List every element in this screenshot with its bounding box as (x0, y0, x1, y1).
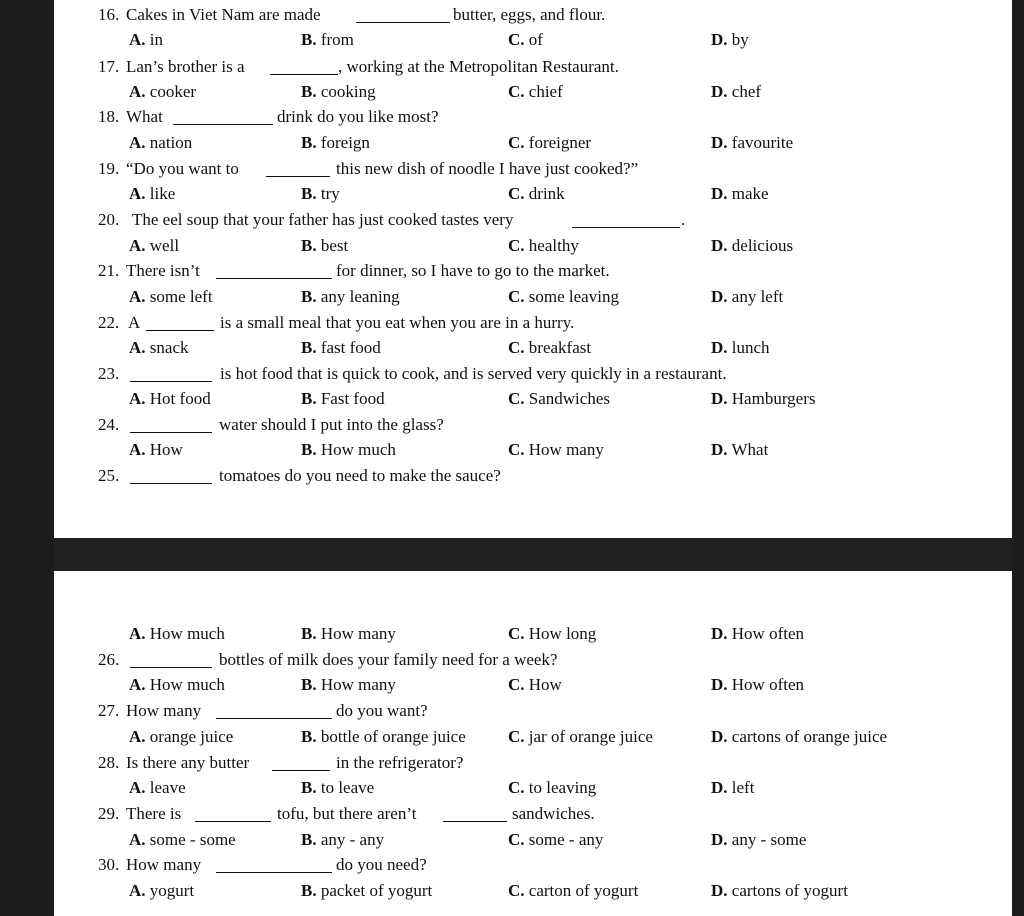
answer-blank[interactable] (130, 650, 212, 668)
question-18 (54, 105, 1012, 129)
option-a[interactable]: A. yogurt (129, 881, 195, 900)
options-29 (54, 828, 1012, 852)
question-text: The eel soup that your father has just cooked tastes very (132, 210, 514, 229)
option-d[interactable]: D. What (711, 440, 769, 459)
question-text: is hot food that is quick to cook, and is served very quickly in a restaurant. (220, 364, 727, 383)
options-20 (54, 234, 1012, 258)
option-a[interactable]: A. snack (129, 338, 189, 357)
option-b[interactable]: B. fast food (301, 338, 381, 357)
question-text: water should I put into the glass? (219, 415, 444, 434)
question-text: in the refrigerator? (336, 753, 464, 772)
answer-blank[interactable] (195, 804, 271, 822)
option-a[interactable]: A. Hot food (129, 389, 211, 408)
option-b[interactable]: B. How many (301, 624, 396, 643)
option-a[interactable]: A. nation (129, 133, 193, 152)
answer-blank[interactable] (266, 159, 330, 177)
question-text: is a small meal that you eat when you are in a hurry. (220, 313, 575, 332)
answer-blank[interactable] (216, 855, 332, 873)
question-text: bottles of milk does your family need for a week? (219, 650, 558, 669)
answer-blank[interactable] (173, 107, 273, 125)
option-b[interactable]: B. best (301, 236, 349, 255)
option-d[interactable]: D. lunch (711, 338, 770, 357)
question-text: for dinner, so I have to go to the market. (336, 261, 610, 280)
option-b[interactable]: B. How many (301, 675, 396, 694)
answer-blank[interactable] (130, 466, 212, 484)
options-17 (54, 80, 1012, 104)
answer-blank[interactable] (146, 313, 214, 331)
answer-blank[interactable] (130, 415, 212, 433)
option-a[interactable]: A. leave (129, 778, 186, 797)
question-text: Is there any butter (126, 753, 250, 772)
question-number: 19. (98, 159, 120, 178)
question-text: tofu, but there aren’t (277, 804, 417, 823)
option-a[interactable]: A. How (129, 440, 183, 459)
option-a[interactable]: A. cooker (129, 82, 197, 101)
option-c[interactable]: C. carton of yogurt (508, 881, 639, 900)
answer-blank[interactable] (270, 57, 338, 75)
question-text: Lan’s brother is a (126, 57, 245, 76)
question-22 (54, 311, 1012, 335)
option-c[interactable]: C. How many (508, 440, 604, 459)
question-number: 18. (98, 107, 120, 126)
option-c[interactable]: C. drink (508, 184, 565, 203)
question-text: “Do you want to (126, 159, 239, 178)
option-c[interactable]: C. Sandwiches (508, 389, 610, 408)
options-30 (54, 879, 1012, 903)
worksheet-page-2 (54, 571, 1012, 916)
answer-blank[interactable] (216, 261, 332, 279)
question-27 (54, 699, 1012, 723)
option-a[interactable]: A. orange juice (129, 727, 234, 746)
question-text: drink do you like most? (277, 107, 439, 126)
option-d[interactable]: D. any - some (711, 830, 807, 849)
question-number: 28. (98, 753, 120, 772)
question-text: sandwiches. (512, 804, 595, 823)
options-23 (54, 387, 1012, 411)
option-d[interactable]: D. any left (711, 287, 784, 306)
question-number: 30. (98, 855, 120, 874)
option-a[interactable]: A. How much (129, 624, 225, 643)
option-a[interactable]: A. in (129, 30, 164, 49)
question-text: do you want? (336, 701, 428, 720)
option-b[interactable]: B. any leaning (301, 287, 400, 306)
option-b[interactable]: B. to leave (301, 778, 375, 797)
option-c[interactable]: C. How long (508, 624, 597, 643)
question-text: There isn’t (126, 261, 200, 280)
question-number: 27. (98, 701, 120, 720)
option-d[interactable]: D. make (711, 184, 769, 203)
options-22 (54, 336, 1012, 360)
question-number: 25. (98, 466, 120, 485)
option-c[interactable]: C. jar of orange juice (508, 727, 653, 746)
question-number: 24. (98, 415, 120, 434)
option-b[interactable]: B. try (301, 184, 340, 203)
question-text: , working at the Metropolitan Restaurant. (338, 57, 619, 76)
question-number: 22. (98, 313, 120, 332)
options-27 (54, 725, 1012, 749)
option-c[interactable]: C. to leaving (508, 778, 597, 797)
question-16 (54, 3, 1012, 27)
option-a[interactable]: A. some - some (129, 830, 236, 849)
question-text: How many (126, 701, 202, 720)
question-19 (54, 157, 1012, 181)
answer-blank[interactable] (443, 804, 507, 822)
option-d[interactable]: D. How often (711, 624, 805, 643)
page-separator (54, 538, 1012, 571)
question-number: 21. (98, 261, 120, 280)
question-24 (54, 413, 1012, 437)
question-20 (54, 208, 1012, 232)
answer-blank[interactable] (216, 701, 332, 719)
option-c[interactable]: C. breakfast (508, 338, 592, 357)
question-17 (54, 55, 1012, 79)
question-text: . (681, 210, 686, 229)
option-a[interactable]: A. How much (129, 675, 225, 694)
answer-blank[interactable] (272, 753, 330, 771)
options-18 (54, 131, 1012, 155)
options-21 (54, 285, 1012, 309)
option-c[interactable]: C. chief (508, 82, 563, 101)
option-d[interactable]: D. chef (711, 82, 762, 101)
question-text: Cakes in Viet Nam are made (126, 5, 321, 24)
question-number: 26. (98, 650, 120, 669)
options-25 (54, 622, 1012, 646)
option-a[interactable]: A. well (129, 236, 180, 255)
option-d[interactable]: D. cartons of yogurt (711, 881, 848, 900)
option-b[interactable]: B. How much (301, 440, 396, 459)
option-b[interactable]: B. bottle of orange juice (301, 727, 466, 746)
options-24 (54, 438, 1012, 462)
answer-blank[interactable] (130, 364, 212, 382)
answer-blank[interactable] (572, 210, 680, 228)
options-19 (54, 182, 1012, 206)
question-number: 16. (98, 5, 120, 24)
question-text: tomatoes do you need to make the sauce? (219, 466, 501, 485)
option-d[interactable]: D. How often (711, 675, 805, 694)
option-b[interactable]: B. cooking (301, 82, 376, 101)
option-c[interactable]: C. How (508, 675, 562, 694)
option-a[interactable]: A. like (129, 184, 176, 203)
question-text: do you need? (336, 855, 427, 874)
question-23 (54, 362, 1012, 386)
options-26 (54, 673, 1012, 697)
option-c[interactable]: C. healthy (508, 236, 579, 255)
options-16 (54, 28, 1012, 52)
question-21 (54, 259, 1012, 283)
question-text: this new dish of noodle I have just cooked?” (336, 159, 639, 178)
option-a[interactable]: A. some left (129, 287, 213, 306)
question-text: There is (126, 804, 182, 823)
question-25 (54, 464, 1012, 488)
question-text: butter, eggs, and flour. (453, 5, 606, 24)
question-28 (54, 751, 1012, 775)
question-29 (54, 802, 1012, 826)
option-c[interactable]: C. some - any (508, 830, 604, 849)
question-text: What (126, 107, 163, 126)
question-number: 17. (98, 57, 120, 76)
question-number: 23. (98, 364, 120, 383)
option-c[interactable]: C. of (508, 30, 543, 49)
question-number: 20. (98, 210, 120, 229)
answer-blank[interactable] (356, 5, 450, 23)
worksheet-page-1 (54, 0, 1012, 538)
option-d[interactable]: D. cartons of orange juice (711, 727, 888, 746)
question-30 (54, 853, 1012, 877)
question-text: How many (126, 855, 202, 874)
option-d[interactable]: D. left (711, 778, 755, 797)
question-text: A (128, 313, 141, 332)
option-b[interactable]: B. any - any (301, 830, 385, 849)
option-d[interactable]: D. delicious (711, 236, 794, 255)
options-28 (54, 776, 1012, 800)
option-b[interactable]: B. foreign (301, 133, 370, 152)
option-d[interactable]: D. favourite (711, 133, 794, 152)
option-d[interactable]: D. by (711, 30, 749, 49)
option-b[interactable]: B. from (301, 30, 354, 49)
question-number: 29. (98, 804, 120, 823)
option-b[interactable]: B. Fast food (301, 389, 385, 408)
option-c[interactable]: C. some leaving (508, 287, 619, 306)
option-c[interactable]: C. foreigner (508, 133, 592, 152)
option-d[interactable]: D. Hamburgers (711, 389, 816, 408)
question-26 (54, 648, 1012, 672)
option-b[interactable]: B. packet of yogurt (301, 881, 433, 900)
